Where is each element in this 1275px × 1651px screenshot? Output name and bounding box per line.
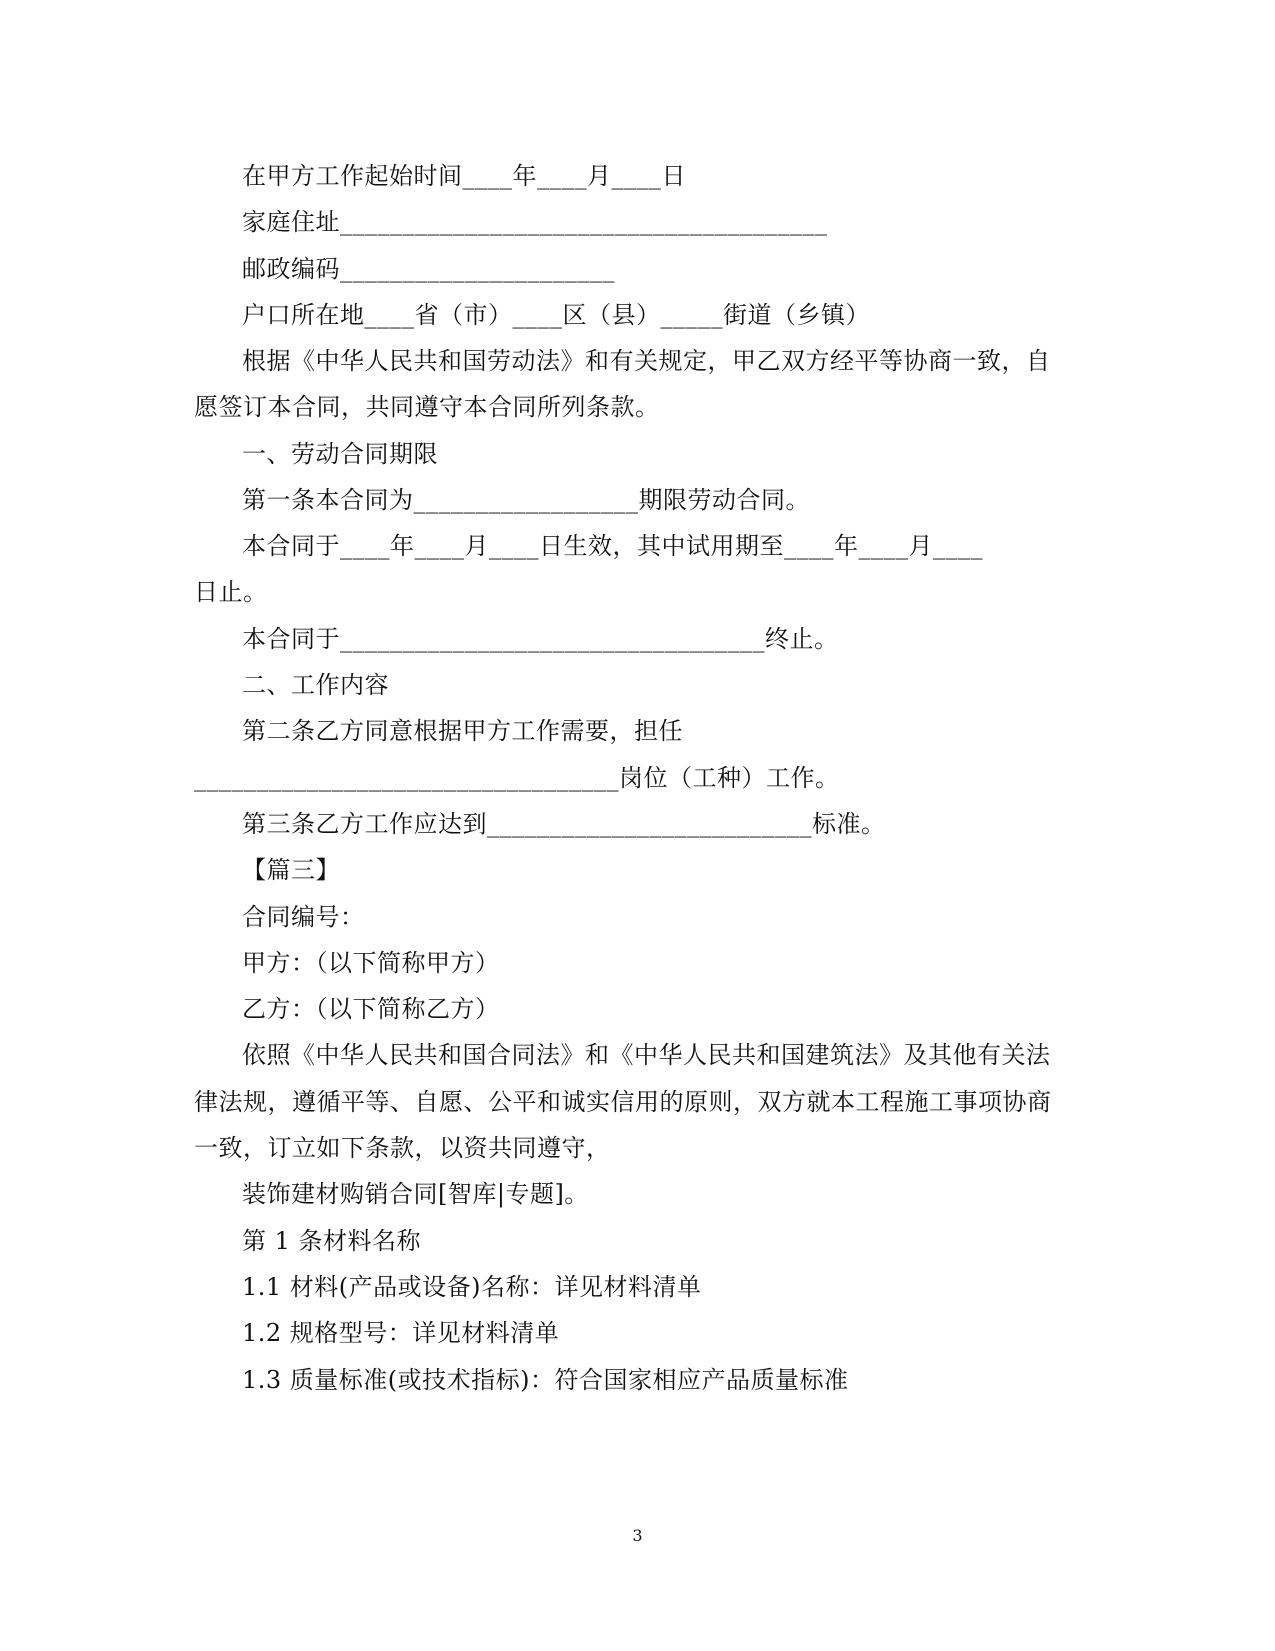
paragraph-line: __________________________________岗位（工种）工作。 [194, 764, 840, 792]
paragraph-line: 合同编号： [242, 903, 365, 931]
section-heading: 二、工作内容 [242, 671, 389, 699]
paragraph-line: 第 1 条材料名称 [242, 1227, 422, 1255]
paragraph-line: 本合同于__________________________________终止。 [242, 625, 839, 653]
paragraph-line: 第三条乙方工作应达到__________________________标准。 [242, 810, 886, 838]
paragraph-line: 1.2 规格型号：详见材料清单 [242, 1319, 560, 1347]
paragraph-line: 户口所在地____省（市）____区（县）_____街道（乡镇） [242, 301, 870, 329]
paragraph-line: 根据《中华人民共和国劳动法》和有关规定，甲乙双方经平等协商一致，自 [242, 347, 1051, 375]
paragraph-line: 愿签订本合同，共同遵守本合同所列条款。 [194, 393, 660, 421]
paragraph-line: 律法规，遵循平等、自愿、公平和诚实信用的原则，双方就本工程施工事项协商 [194, 1088, 1052, 1116]
paragraph-line: 第一条本合同为__________________期限劳动合同。 [242, 486, 810, 514]
paragraph-line: 1.1 材料(产品或设备)名称：详见材料清单 [242, 1273, 702, 1301]
paragraph-line: 依照《中华人民共和国合同法》和《中华人民共和国建筑法》及其他有关法 [242, 1041, 1051, 1069]
page-number: 3 [632, 1526, 643, 1545]
paragraph-line: 日止。 [194, 578, 268, 606]
paragraph-line: 甲方：（以下简称甲方） [242, 949, 500, 977]
paragraph-line: 第二条乙方同意根据甲方工作需要，担任 [242, 717, 683, 745]
paragraph-line: 装饰建材购销合同[智库|专题]。 [242, 1180, 589, 1208]
paragraph-line: 1.3 质量标准(或技术指标)：符合国家相应产品质量标准 [242, 1366, 849, 1394]
paragraph-line: 一致，订立如下条款，以资共同遵守， [194, 1134, 611, 1162]
paragraph-line: 家庭住址_______________________________________ [242, 208, 828, 236]
chapter-heading: 【篇三】 [242, 856, 340, 884]
paragraph-line: 乙方：（以下简称乙方） [242, 995, 500, 1023]
paragraph-line: 在甲方工作起始时间____年____月____日 [242, 162, 686, 190]
paragraph-line: 本合同于____年____月____日生效，其中试用期至____年____月____ [242, 532, 983, 560]
section-heading: 一、劳动合同期限 [242, 440, 438, 468]
paragraph-line: 邮政编码______________________ [242, 255, 615, 283]
